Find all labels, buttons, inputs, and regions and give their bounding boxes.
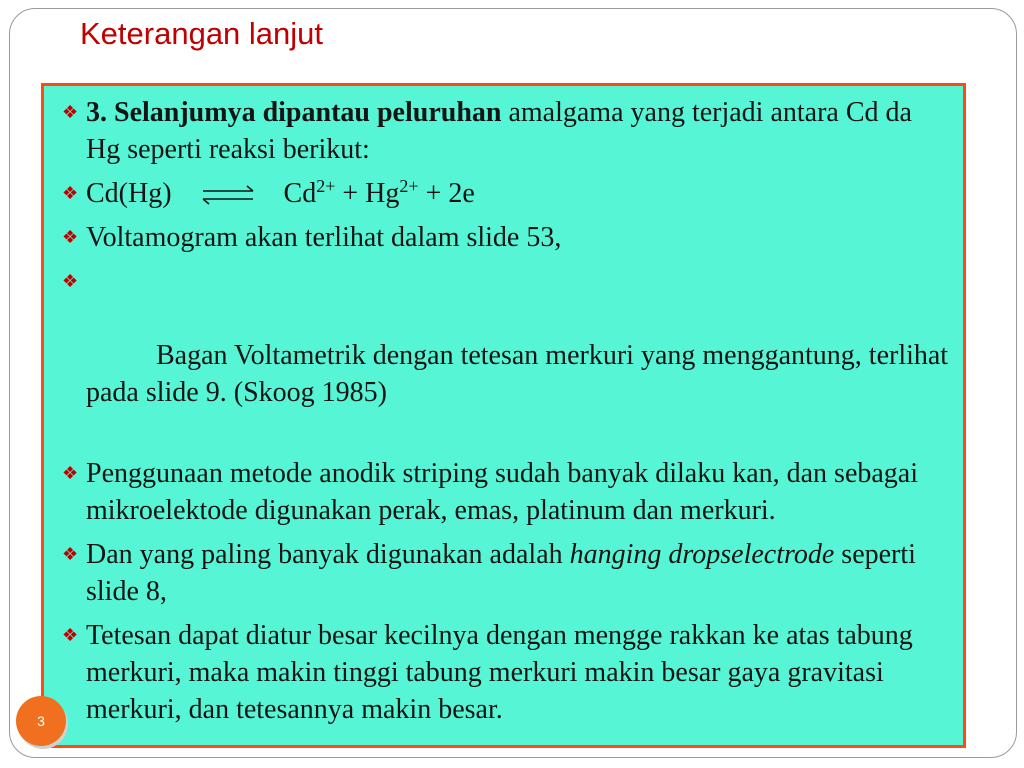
- bullet-item-7: [56, 617, 951, 728]
- bullet-item-2: [56, 175, 951, 212]
- reaction-hg: + Hg: [335, 178, 400, 209]
- bullet-item-4: [56, 263, 956, 448]
- diamond-bullet-icon: ❖: [62, 463, 79, 483]
- diamond-bullet-icon: ❖: [62, 227, 79, 247]
- slide-title: Keterangan lanjut: [80, 16, 324, 51]
- diamond-bullet-icon: ❖: [62, 183, 79, 203]
- reaction-hg-charge: 2+: [399, 176, 419, 196]
- diamond-bullet-icon: ❖: [62, 102, 79, 122]
- bullet-text: Tetesan dapat diatur besar kecilnya dengan mengge rakkan ke atas tabung merkuri, maka makin tinggi tabung merkuri makin besar gaya gravitasi merkuri, dan tetesannya makin besar.: [86, 620, 913, 725]
- equilibrium-arrows-icon: [199, 185, 257, 205]
- reaction-left: Cd(Hg): [86, 178, 172, 209]
- bullet-item-5: [56, 455, 951, 529]
- bullet-text: Bagan Voltametrik dengan tetesan merkuri yang menggantung, terlihat pada slide 9. (Skoog 1985): [86, 340, 956, 408]
- bullet-text: Dan yang paling banyak digunakan adalah: [86, 539, 570, 570]
- bullet-item-1: [56, 94, 951, 168]
- bullet-text: Penggunaan metode anodik striping sudah banyak dilaku kan, dan sebagai mikroelektode digunakan perak, emas, platinum dan merkuri.: [86, 458, 919, 526]
- bullet-text: Voltamogram akan terlihat dalam slide 53,: [86, 222, 562, 253]
- bullet-item-6: [56, 536, 951, 610]
- diamond-bullet-icon: ❖: [62, 271, 79, 291]
- diamond-bullet-icon: ❖: [62, 544, 79, 564]
- page-number-badge: 3: [16, 696, 66, 746]
- bullet-text: amalgama yang terjadi antara Cd da Hg seperti reaksi berikut:: [86, 97, 912, 165]
- bullet-text-after: seperti slide 8,: [86, 539, 916, 607]
- bullet-bold-text: 3. Selanjumya dipantau peluruhan: [86, 97, 502, 128]
- reaction-cd-charge: 2+: [316, 176, 336, 196]
- content-box: [41, 83, 966, 748]
- diamond-bullet-icon: ❖: [62, 625, 79, 645]
- reaction-cd: Cd: [283, 178, 317, 209]
- bullet-list: [56, 94, 956, 728]
- reaction-electrons: + 2e: [418, 178, 475, 209]
- bullet-item-3: [56, 219, 951, 256]
- bullet-italic-text: hanging dropselectrode: [569, 539, 835, 570]
